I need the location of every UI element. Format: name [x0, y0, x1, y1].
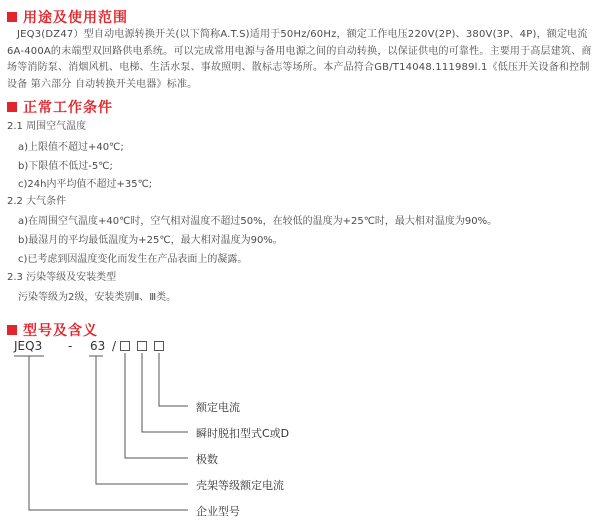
condition-item: c)24h内平均值不超过+35℃;	[18, 179, 153, 190]
legend-label: 壳架等级额定电流	[196, 479, 284, 492]
heading-text: 用途及使用范围	[23, 10, 128, 26]
heading-text: 型号及含义	[23, 323, 98, 339]
condition-item: 2.2 大气条件	[7, 196, 67, 207]
connector-trip	[142, 353, 188, 432]
model-series: JEQ3	[14, 339, 43, 353]
condition-item: a)上限值不超过+40℃;	[18, 142, 124, 153]
model-dash: -	[68, 339, 73, 353]
heading-text: 正常工作条件	[23, 100, 113, 116]
usage-paragraph: JEQ3(DZ47）型自动电源转换开关(以下简称A.T.S)适用于50Hz/60Hz，额定工作电压220V(2P)、380V(3P、4P)，额定电流6A-400A的末端型双回路供电系统。可以完成常用电源与备用电源之间的自动转换，以保证供电的可靠性。主要用于高层建筑、商场等消防泵、消烟风机、电梯、生活水泵、事故照明、散标志等场所。本产品符合GB/T14048.111989l.1《低压开关设备和控制设备 第六部分 自动转换开关电器》标准。	[7, 29, 592, 90]
connector-series	[29, 356, 188, 510]
model-frame: 63	[90, 339, 106, 353]
condition-item: 污染等级为2级，安装类别Ⅱ、Ⅲ类。	[18, 292, 177, 303]
legend-label: 额定电流	[196, 401, 240, 414]
legend-label: 极数	[196, 453, 218, 466]
condition-item: c)已考虑到因温度变化而发生在产品表面上的凝露。	[18, 254, 248, 265]
condition-item: 2.3 污染等级及安装类型	[7, 272, 117, 283]
connector-current	[159, 353, 188, 406]
condition-item: b)下限值不低过-5℃;	[18, 161, 113, 172]
model-slash: /	[112, 339, 117, 353]
condition-item: b)最湿月的平均最低温度为+25℃，最大相对温度为90%。	[18, 235, 283, 246]
condition-item: 2.1 周围空气温度	[7, 121, 87, 132]
legend-label: 企业型号	[196, 505, 240, 518]
condition-item: a)在周围空气温度+40℃时，空气相对温度不超过50%，在较低的温度为+25℃时，最大相对温度为90%。	[18, 216, 498, 227]
legend-label: 瞬时脱扣型式C或D	[196, 427, 290, 440]
